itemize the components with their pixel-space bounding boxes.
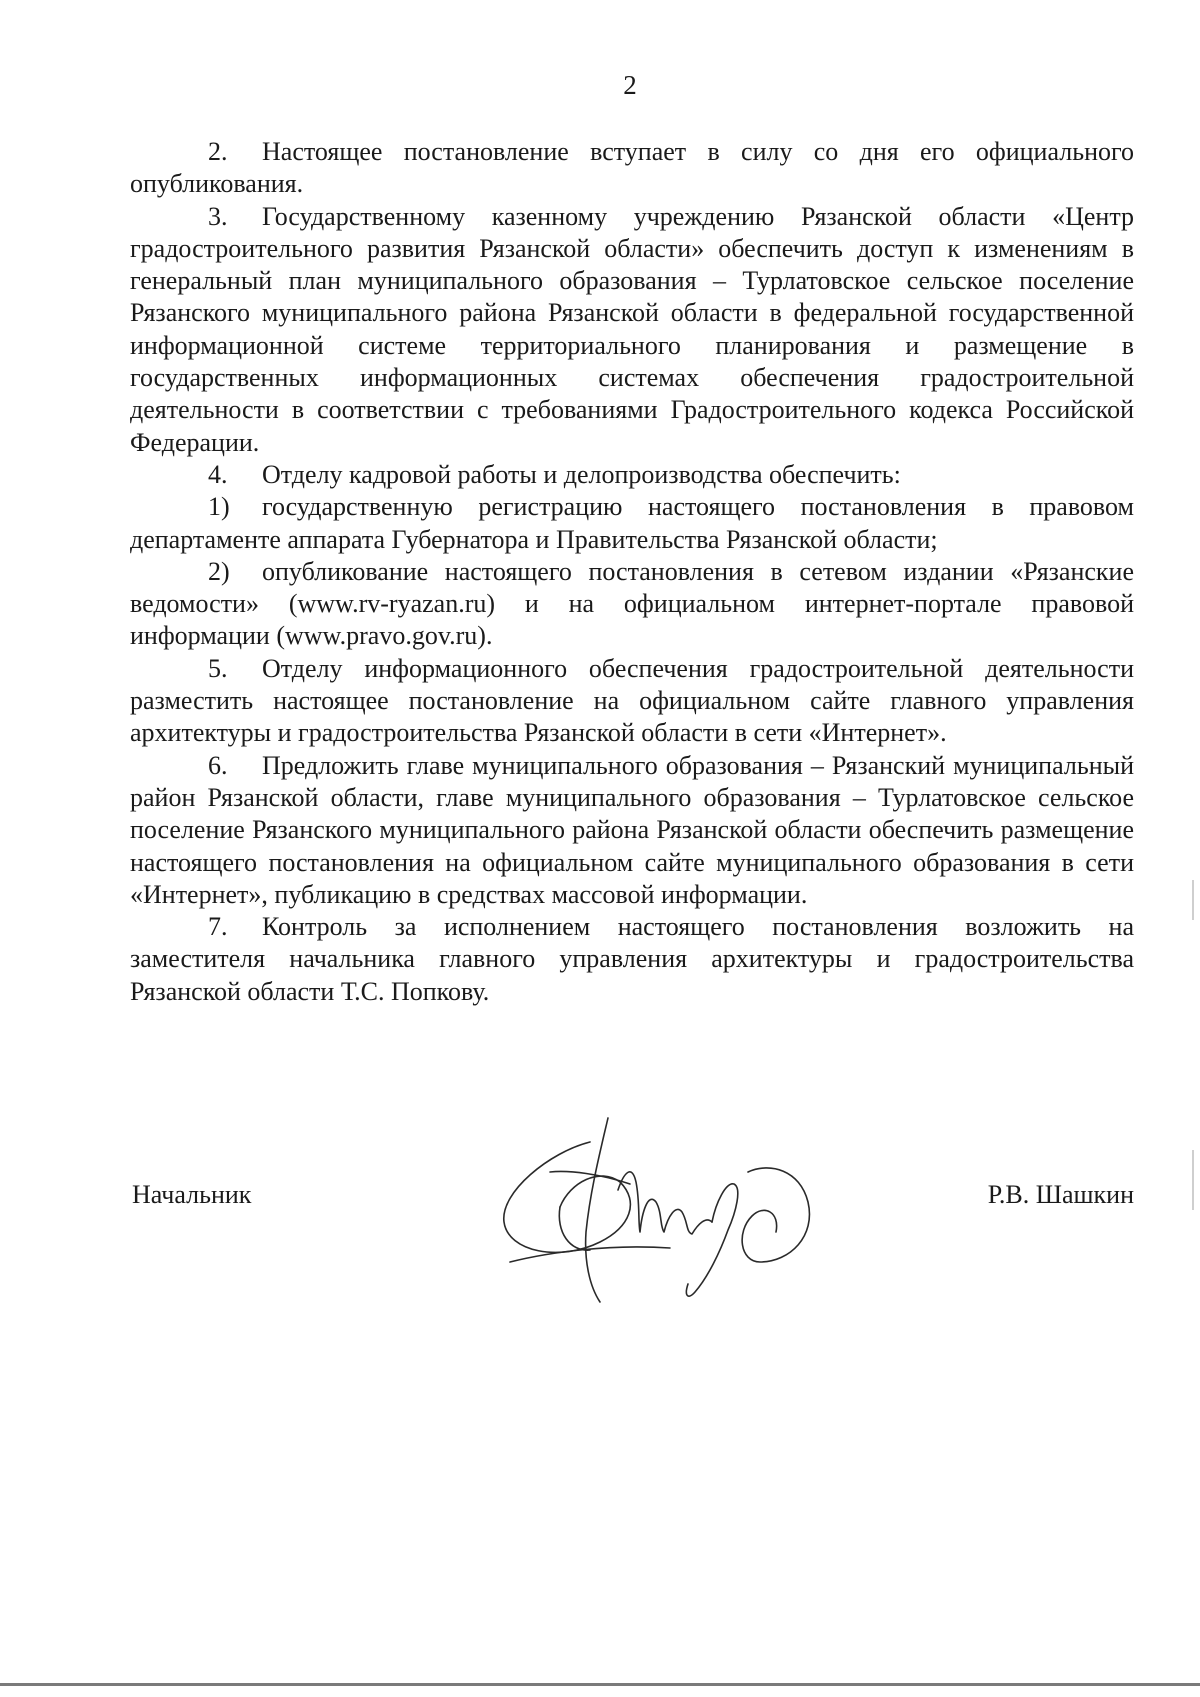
paragraph-text: Государственному казенному учреждению Рязанской области «Центр градостроительного развития Рязанской области» обеспечить доступ к изменениям в генеральный план муниципального образования – Турлатовское сельское поселение Рязанского муниципального района Рязанской области в федеральной государственной информационной системе территориального планирования и размещение в государственных информационных системах обеспечения градостроительной деятельности в соответствии с требованиями Градостроительного кодекса Российской Федерации. (130, 201, 1134, 457)
scan-artifact (1192, 1150, 1194, 1210)
paragraph-text: Контроль за исполнением настоящего постановления возложить на заместителя начальника главного управления архитектуры и градостроительства Рязанской области Т.С. Попкову. (130, 912, 1134, 1006)
paragraph-2 (130, 136, 1134, 201)
signatory-title: Начальник (132, 1180, 252, 1209)
scan-artifact (1192, 880, 1194, 920)
handwritten-signature (490, 1112, 850, 1312)
subparagraph-2 (130, 556, 1134, 653)
paragraph-text: опубликование настоящего постановления в сетевом издании «Рязанские ведомости» (www.rv-ryazan.ru) и на официальном интернет-портале правовой информации (www.pravo.gov.ru). (130, 556, 1134, 651)
signatory-name: Р.В. Шашкин (987, 1180, 1134, 1209)
paragraph-text: Отделу информационного обеспечения градостроительной деятельности разместить настоящее постановление на официальном сайте главного управления архитектуры и градостроительства Рязанской области в сети «Интернет». (130, 653, 1134, 748)
paragraph-4 (130, 459, 1134, 491)
paragraph-number: 5. (208, 653, 228, 683)
paragraph-5 (130, 653, 1134, 750)
paragraph-6 (130, 750, 1134, 911)
paragraph-text: Настоящее постановление вступает в силу со дня его официального опубликования. (130, 137, 1134, 199)
scan-bottom-edge (0, 1683, 1200, 1686)
paragraph-7 (130, 911, 1134, 1008)
paragraph-number: 2) (208, 556, 230, 586)
paragraph-number: 2. (208, 137, 228, 166)
paragraph-number: 6. (208, 750, 228, 780)
paragraph-number: 4. (208, 459, 228, 489)
paragraph-number: 1) (208, 492, 230, 522)
paragraph-text: Отделу кадровой работы и делопроизводства обеспечить: (262, 459, 901, 489)
paragraph-3 (130, 201, 1134, 459)
paragraph-text: государственную регистрацию настоящего постановления в правовом департаменте аппарата Губернатора и Правительства Рязанской области; (130, 492, 1134, 554)
page-number: 2 (623, 70, 637, 100)
subparagraph-1 (130, 491, 1134, 556)
document-body (130, 136, 1134, 1008)
paragraph-number: 7. (208, 912, 228, 942)
paragraph-text: Предложить главе муниципального образования – Рязанский муниципальный район Рязанской области, главе муниципального образования – Турлатовское сельское поселение Рязанского муниципального района Рязанской области обеспечить размещение настоящего постановления на официальном сайте муниципального образования в сети «Интернет», публикацию в средствах массовой информации. (130, 750, 1134, 909)
paragraph-number: 3. (208, 201, 228, 231)
